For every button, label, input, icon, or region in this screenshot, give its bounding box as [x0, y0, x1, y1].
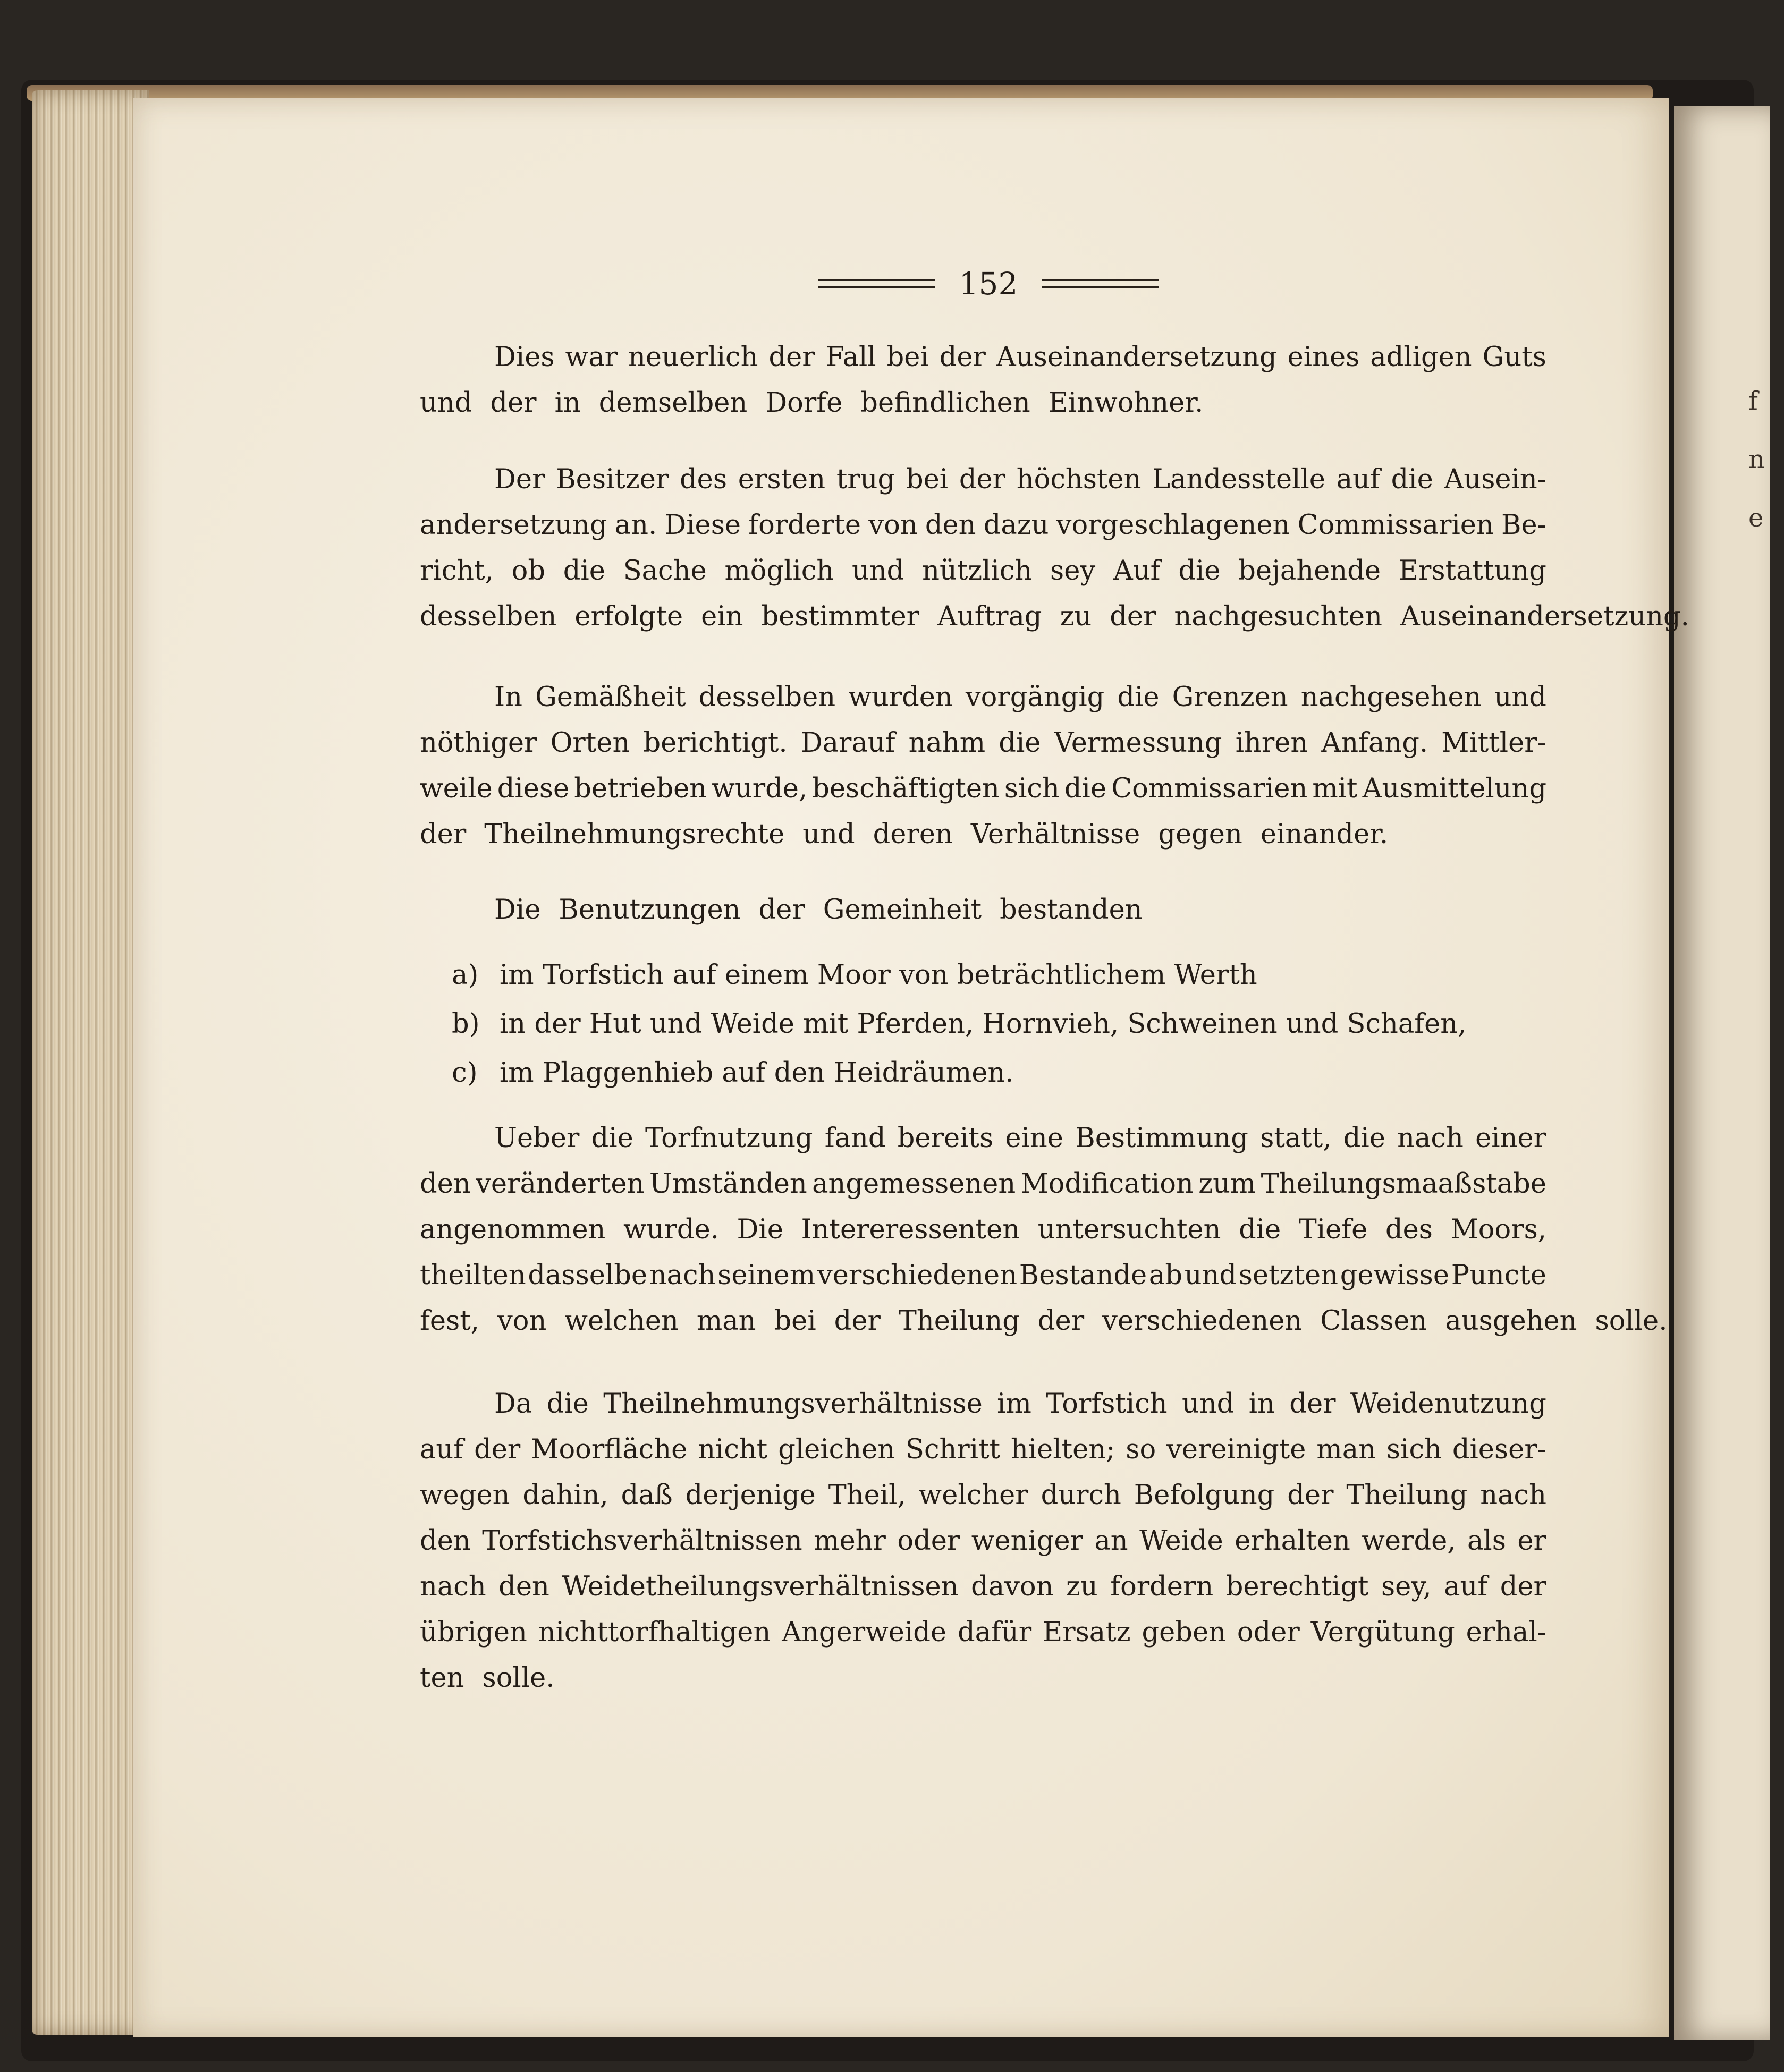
word: mit — [1312, 773, 1358, 804]
word: ersten — [738, 464, 826, 495]
word: derjenige — [685, 1480, 816, 1511]
text-line — [420, 1564, 1546, 1610]
word: eines — [1287, 342, 1360, 373]
word: im — [997, 1388, 1031, 1420]
word: Befolgung — [1134, 1480, 1275, 1511]
word: sich — [1004, 773, 1060, 804]
word: desselben — [698, 682, 836, 713]
word: geben — [1142, 1617, 1226, 1648]
word: Torfnutzung — [645, 1123, 813, 1154]
word: und — [1182, 1388, 1235, 1420]
word: erhal- — [1466, 1617, 1546, 1648]
word: Theilung — [1346, 1480, 1468, 1511]
word: Der — [494, 464, 545, 495]
word: wurden — [848, 682, 953, 713]
word: höchsten — [1016, 464, 1142, 495]
word: Auftrag — [937, 601, 1042, 632]
text-line — [420, 1381, 1546, 1427]
word: weile — [420, 773, 493, 804]
word: von — [497, 1305, 547, 1337]
text-line — [420, 594, 1689, 640]
word: die — [1178, 555, 1221, 587]
facing-page-fragment: e — [1748, 503, 1764, 533]
word: Anfang. — [1321, 727, 1428, 759]
word: die — [1239, 1214, 1281, 1245]
word: nichttorfhaltigen — [538, 1617, 771, 1648]
word: Darauf — [800, 727, 895, 759]
word: oder — [1237, 1617, 1300, 1648]
word: vorgeschlagenen — [1056, 509, 1290, 541]
word: seinem — [717, 1260, 816, 1291]
word: Auseinandersetzung — [996, 342, 1277, 373]
word: die — [591, 1123, 633, 1154]
word: oder — [897, 1525, 960, 1557]
word: der — [1287, 1480, 1334, 1511]
word: und — [1184, 1260, 1237, 1291]
word: wegen — [420, 1480, 510, 1511]
word: ausgehen — [1445, 1305, 1577, 1337]
word: der — [959, 464, 1006, 495]
word: war — [565, 342, 618, 373]
text-line — [420, 1253, 1546, 1298]
word: dieser- — [1452, 1434, 1546, 1465]
word: weniger — [971, 1525, 1083, 1557]
word: Die — [494, 894, 541, 925]
list-marker: b) — [452, 1008, 480, 1040]
word: als — [1467, 1525, 1506, 1557]
word: befindlichen — [860, 387, 1030, 419]
word: erfolgte — [574, 601, 683, 632]
paragraph-3 — [420, 675, 1546, 857]
word: Bestimmung — [1075, 1123, 1248, 1154]
word: verschiedenen — [1102, 1305, 1303, 1337]
word: zu — [1066, 1571, 1098, 1602]
word: der — [1289, 1388, 1336, 1420]
word: so — [1126, 1434, 1156, 1465]
word: Besitzer — [556, 464, 669, 495]
word: den — [498, 1571, 549, 1602]
word: übrigen — [420, 1617, 527, 1648]
text-line — [420, 1427, 1546, 1473]
text-line — [420, 503, 1546, 548]
facing-page-fragment: n — [1748, 445, 1765, 474]
word: betrieben — [574, 773, 707, 804]
word: und — [802, 819, 855, 850]
word: gegen — [1158, 819, 1242, 850]
header-rule-left — [818, 279, 935, 288]
word: vereinigte — [1166, 1434, 1306, 1465]
word: Tiefe — [1298, 1214, 1368, 1245]
word: Torfstichsverhältnissen — [482, 1525, 802, 1557]
paragraph-4 — [420, 887, 1546, 933]
word: der — [420, 819, 467, 850]
word: Diese — [664, 509, 741, 541]
word: die — [563, 555, 605, 587]
word: Torfstich — [1046, 1388, 1168, 1420]
word: fand — [824, 1123, 886, 1154]
word: welcher — [918, 1480, 1028, 1511]
word: fordern — [1110, 1571, 1214, 1602]
word: ein — [701, 601, 743, 632]
word: sich — [1386, 1434, 1442, 1465]
word: und — [420, 387, 472, 419]
paragraph-5 — [420, 1116, 1668, 1344]
word: Commissarien — [1111, 773, 1308, 804]
word: bei — [886, 342, 929, 373]
word: eine — [1005, 1123, 1063, 1154]
word: der — [490, 387, 537, 419]
word: Vermessung — [1054, 727, 1222, 759]
word: des — [1385, 1214, 1433, 1245]
word: Umständen — [649, 1168, 807, 1200]
list-marker: a) — [452, 959, 479, 991]
word: und — [1494, 682, 1546, 713]
word: mehr — [814, 1525, 886, 1557]
word: angenommen — [420, 1214, 606, 1245]
word: der — [834, 1305, 881, 1337]
word: nahm — [908, 727, 986, 759]
word: bestimmter — [761, 601, 920, 632]
word: der — [474, 1434, 521, 1465]
word: bei — [906, 464, 949, 495]
word: werde, — [1362, 1525, 1456, 1557]
word: dafür — [957, 1617, 1032, 1648]
word: gleichen — [778, 1434, 895, 1465]
text-line — [420, 1298, 1668, 1344]
word: Da — [494, 1388, 532, 1420]
text-line — [420, 380, 1546, 426]
word: bestanden — [1000, 894, 1143, 925]
word: Ausein- — [1444, 464, 1546, 495]
word: der — [768, 342, 815, 373]
word: Weide — [1139, 1525, 1223, 1557]
word: Ausmittelung — [1362, 773, 1546, 804]
word: Einwohner. — [1048, 387, 1204, 419]
text-line — [420, 1473, 1546, 1518]
word: von — [868, 509, 918, 541]
word: Benutzungen — [559, 894, 741, 925]
usage-list — [452, 951, 1552, 1098]
list-item — [452, 1049, 1552, 1098]
word: daß — [621, 1480, 673, 1511]
word: Classen — [1320, 1305, 1427, 1337]
word: an. — [614, 509, 657, 541]
word: Grenzen — [1172, 682, 1288, 713]
word: einander. — [1260, 819, 1389, 850]
word: die — [1391, 464, 1433, 495]
word: Erstattung — [1398, 555, 1546, 587]
text-line — [420, 335, 1546, 380]
word: Die — [737, 1214, 783, 1245]
list-text: in der Hut und Weide mit Pferden, Hornvieh, Schweinen und Schafen, — [500, 1008, 1467, 1040]
text-line — [420, 1518, 1546, 1564]
word: ihren — [1235, 727, 1308, 759]
word: forderte — [748, 509, 861, 541]
word: Sache — [623, 555, 707, 587]
word: Gemeinheit — [823, 894, 982, 925]
list-text: im Plaggenhieb auf den Heidräumen. — [500, 1057, 1014, 1089]
text-line — [420, 1207, 1546, 1253]
word: berechtigt — [1225, 1571, 1369, 1602]
text-line — [420, 675, 1546, 720]
word: Auseinandersetzung. — [1400, 601, 1689, 632]
word: den — [420, 1168, 471, 1200]
word: Orten — [550, 727, 630, 759]
word: berichtigt. — [643, 727, 788, 759]
word: Puncte — [1451, 1260, 1546, 1291]
word: die — [1117, 682, 1160, 713]
word: der — [939, 342, 986, 373]
word: sey, — [1381, 1571, 1432, 1602]
word: der — [1110, 601, 1156, 632]
word: nach — [1480, 1480, 1546, 1511]
word: deren — [873, 819, 953, 850]
page-stack-edge — [32, 90, 149, 2035]
word: auf — [1444, 1571, 1488, 1602]
word: diese — [497, 773, 570, 804]
word: veränderten — [476, 1168, 645, 1200]
word: Theilnehmungsverhältnisse — [603, 1388, 983, 1420]
word: nach — [1397, 1123, 1464, 1154]
word: welchen — [564, 1305, 679, 1337]
page-number: 152 — [959, 266, 1018, 302]
text-line — [420, 1655, 1546, 1701]
word: möglich — [724, 555, 834, 587]
text-line — [420, 720, 1546, 766]
word: setzten — [1238, 1260, 1338, 1291]
facing-page-text-fragments — [1748, 372, 1765, 547]
word: durch — [1041, 1480, 1121, 1511]
word: die — [546, 1388, 589, 1420]
word: davon — [971, 1571, 1054, 1602]
word: hielten; — [1011, 1434, 1115, 1465]
word: adligen — [1370, 342, 1472, 373]
word: Theilungsmaaßstabe — [1261, 1168, 1546, 1200]
word: man — [1316, 1434, 1376, 1465]
word: Guts — [1482, 342, 1546, 373]
word: demselben — [598, 387, 748, 419]
word: vorgängig — [965, 682, 1105, 713]
page-header — [818, 266, 1159, 302]
word: bei — [774, 1305, 816, 1337]
header-rule-right — [1042, 279, 1159, 288]
paragraph-6 — [420, 1381, 1546, 1701]
word: erhalten — [1235, 1525, 1350, 1557]
word: Commissarien — [1297, 509, 1494, 541]
text-line — [420, 766, 1546, 812]
word: den — [925, 509, 976, 541]
word: Gemäßheit — [535, 682, 686, 713]
list-text: im Torfstich auf einem Moor von beträchtlichem Werth — [500, 959, 1257, 991]
word: richt, — [420, 555, 494, 587]
word: trug — [836, 464, 895, 495]
word: auf — [420, 1434, 464, 1465]
word: der — [1037, 1305, 1085, 1337]
text-line — [420, 1161, 1546, 1207]
paragraph-1 — [420, 335, 1546, 426]
text-line — [420, 1116, 1546, 1161]
word: neuerlich — [628, 342, 758, 373]
word: die — [1064, 773, 1107, 804]
word: Mittler- — [1441, 727, 1546, 759]
word: Fall — [825, 342, 876, 373]
word: er — [1517, 1525, 1546, 1557]
word: angemessenen — [812, 1168, 1016, 1200]
word: Ersatz — [1043, 1617, 1131, 1648]
word: andersetzung — [420, 509, 607, 541]
word: die — [999, 727, 1041, 759]
word: nachgesuchten — [1174, 601, 1382, 632]
word: die — [1343, 1123, 1385, 1154]
word: man — [696, 1305, 756, 1337]
word: des — [680, 464, 728, 495]
word: beschäftigten — [812, 773, 1000, 804]
word: dazu — [983, 509, 1049, 541]
word: Intereressenten — [801, 1214, 1020, 1245]
word: wurde. — [623, 1214, 719, 1245]
text-line — [420, 1610, 1546, 1655]
word: In — [494, 682, 522, 713]
word: Theilnehmungsrechte — [484, 819, 785, 850]
word: und — [851, 555, 904, 587]
word: nicht — [698, 1434, 768, 1465]
word: auf — [1336, 464, 1380, 495]
word: Dorfe — [765, 387, 843, 419]
word: Vergütung — [1310, 1617, 1455, 1648]
text-line — [420, 887, 1546, 933]
word: Landesstelle — [1152, 464, 1325, 495]
word: Bestande — [1019, 1260, 1147, 1291]
word: fest, — [420, 1305, 479, 1337]
word: nöthiger — [420, 727, 537, 759]
word: Ueber — [494, 1123, 580, 1154]
word: statt, — [1260, 1123, 1332, 1154]
word: Modification — [1020, 1168, 1194, 1200]
text-line — [420, 812, 1546, 857]
word: Theilung — [898, 1305, 1020, 1337]
word: Auf — [1113, 555, 1161, 587]
word: Moors, — [1450, 1214, 1546, 1245]
word: der — [758, 894, 805, 925]
word: bereits — [897, 1123, 994, 1154]
word: zu — [1060, 601, 1092, 632]
word: untersuchten — [1037, 1214, 1221, 1245]
word: Angerweide — [782, 1617, 947, 1648]
word: an — [1094, 1525, 1128, 1557]
word: Weidenutzung — [1350, 1388, 1546, 1420]
text-line — [420, 548, 1546, 594]
list-marker: c) — [452, 1057, 478, 1089]
word: sey — [1050, 555, 1096, 587]
word: ob — [511, 555, 545, 587]
word: nach — [420, 1571, 486, 1602]
facing-page-fragment: f — [1748, 386, 1758, 416]
word: solle. — [1595, 1305, 1668, 1337]
list-item — [452, 1000, 1552, 1049]
word: bejahende — [1238, 555, 1381, 587]
word: Weidetheilungsverhältnissen — [562, 1571, 959, 1602]
word: Moorfläche — [531, 1434, 688, 1465]
list-item — [452, 951, 1552, 1000]
word: Dies — [494, 342, 555, 373]
word: verschiedenen — [817, 1260, 1018, 1291]
word: in — [1248, 1388, 1275, 1420]
word: solle. — [482, 1662, 555, 1694]
word: nachgesehen — [1300, 682, 1482, 713]
text-line — [420, 457, 1546, 503]
word: desselben — [420, 601, 557, 632]
word: einer — [1475, 1123, 1546, 1154]
word: dasselbe — [528, 1260, 648, 1291]
word: nach — [649, 1260, 716, 1291]
word: Be- — [1501, 509, 1546, 541]
word: ab — [1148, 1260, 1182, 1291]
word: ten — [420, 1662, 464, 1694]
word: in — [554, 387, 581, 419]
word: theilten — [420, 1260, 526, 1291]
word: Schritt — [906, 1434, 1001, 1465]
word: nützlich — [922, 555, 1033, 587]
word: der — [1500, 1571, 1546, 1602]
word: gewisse — [1340, 1260, 1450, 1291]
word: wurde, — [712, 773, 808, 804]
word: den — [420, 1525, 471, 1557]
word: Verhältnisse — [970, 819, 1140, 850]
word: Theil, — [828, 1480, 906, 1511]
word: zum — [1198, 1168, 1256, 1200]
word: dahin, — [522, 1480, 608, 1511]
paragraph-2 — [420, 457, 1689, 640]
